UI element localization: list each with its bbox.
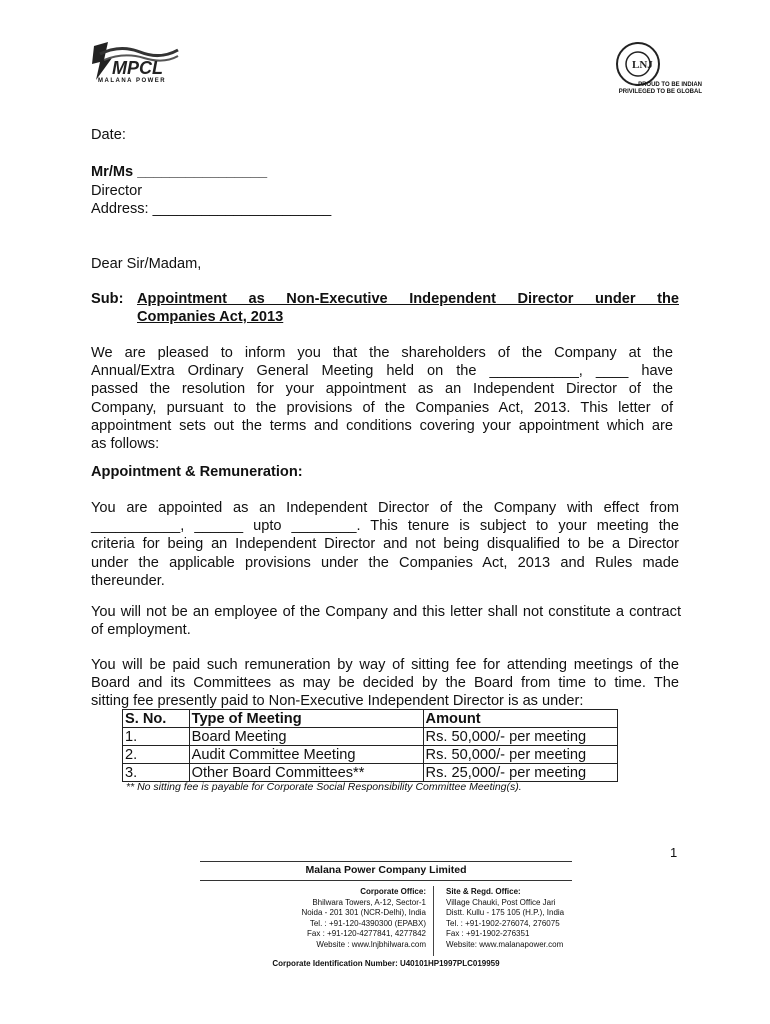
intro-line: passed the resolution for your appointment as an Independent Director of the — [91, 381, 673, 398]
corporate-office-heading: Corporate Office: — [360, 887, 426, 896]
seal-caption-line1: PROUD TO BE INDIAN — [638, 82, 702, 88]
salutation: Dear Sir/Madam, — [91, 256, 202, 272]
table-row — [123, 764, 618, 782]
address-line: Noida - 201 301 (NCR-Delhi), India — [301, 908, 426, 917]
paragraph-line: You will be paid such remuneration by way of sitting fee for attending meetings of the — [91, 657, 679, 673]
intro-line: Annual/Extra Ordinary General Meeting held on the ___________, ____ have — [91, 363, 673, 380]
sitting-fee-table — [122, 709, 618, 782]
date-label: Date: — [91, 127, 126, 143]
table-header-row — [123, 710, 618, 728]
recipient-designation: Director — [91, 183, 143, 199]
footer-company-name: Malana Power Company Limited — [305, 864, 467, 876]
address-line: Bhilwara Towers, A-12, Sector-1 — [312, 897, 426, 907]
subject-line-2: Companies Act, 2013 — [137, 309, 284, 325]
intro-line: as follows: — [91, 436, 160, 453]
intro-paragraph — [91, 344, 673, 453]
footer-divider — [200, 880, 572, 881]
paragraph-line: You are appointed as an Independent Director of the Company with effect from — [91, 500, 679, 516]
address-line: Distt. Kullu - 175 105 (H.P.), India — [446, 908, 565, 917]
table-row — [123, 728, 618, 746]
subject-label: Sub: — [91, 291, 124, 307]
address-line: Fax : +91-120-4277841, 4277842 — [307, 929, 426, 938]
paragraph-line: ___________, ______ upto ________. This tenure is subject to your meeting the — [91, 518, 679, 535]
logo-caption: MALANA POWER — [98, 78, 167, 84]
paragraph-line: criteria for being an Independent Director and not being disqualified to be a Director — [91, 536, 679, 553]
svg-text:LNJ: LNJ — [632, 59, 653, 71]
footer-column-divider — [433, 886, 434, 956]
corporate-office-block — [276, 887, 426, 950]
paragraph-line: under the applicable provisions under the Companies Act, 2013 and Rules made — [91, 554, 679, 571]
seal-caption — [592, 82, 702, 96]
table-cell: Board Meeting — [189, 728, 423, 746]
table-cell: 2. — [123, 746, 190, 764]
table-row — [123, 746, 618, 764]
paragraph-line: You will not be an employee of the Company and this letter shall not constitute a contract — [91, 604, 681, 620]
table-cell: Rs. 50,000/- per meeting — [423, 728, 617, 746]
appointment-paragraph — [91, 499, 679, 590]
site-office-block — [446, 887, 606, 950]
column-header: S. No. — [123, 710, 190, 728]
table-cell: Audit Committee Meeting — [189, 746, 423, 764]
site-office-heading: Site & Regd. Office: — [446, 887, 521, 896]
address-line: Tel. : +91-1902-276074, 276075 — [446, 918, 560, 928]
address-line: Village Chauki, Post Office Jari — [446, 897, 556, 907]
remuneration-paragraph — [91, 656, 679, 711]
column-header: Amount — [423, 710, 617, 728]
seal-caption-line2: PRIVILEGED TO BE GLOBAL — [618, 89, 702, 95]
paragraph-line: sitting fee presently paid to Non-Executive Independent Director is as under: — [91, 693, 584, 710]
address-line: Website: www.malanapower.com — [446, 939, 564, 949]
paragraph-line: Board and its Committees as may be decided by the Board from time to time. The — [91, 675, 679, 692]
page-number: 1 — [670, 845, 678, 860]
svg-text:MPCL: MPCL — [112, 58, 163, 78]
section-heading: Appointment & Remuneration: — [91, 464, 303, 480]
address-line: Tel. : +91-120-4390300 (EPABX) — [309, 918, 426, 928]
employment-paragraph — [91, 603, 681, 639]
column-header: Type of Meeting — [189, 710, 423, 728]
table-cell: 3. — [123, 764, 190, 782]
paragraph-line: of employment. — [91, 622, 191, 639]
recipient-name: Mr/Ms ________________ — [91, 164, 268, 180]
table-cell: Rs. 25,000/- per meeting — [423, 764, 617, 782]
table-cell: Other Board Committees** — [189, 764, 423, 782]
paragraph-line: thereunder. — [91, 572, 165, 589]
subject-line-1: Appointment as Non-Executive Independent Director under the — [137, 291, 679, 307]
recipient-address: Address: ______________________ — [91, 201, 332, 217]
table-cell: Rs. 50,000/- per meeting — [423, 746, 617, 764]
address-line: Fax : +91-1902-276351 — [446, 929, 530, 938]
intro-line: appointment sets out the terms and conditions covering your appointment which are — [91, 417, 673, 434]
footer-divider — [200, 861, 572, 862]
table-footnote: ** No sitting fee is payable for Corporate Social Responsibility Committee Meeting(s). — [126, 781, 522, 793]
corporate-identification-number: Corporate Identification Number: U40101HP1997PLC019959 — [272, 959, 500, 968]
group-seal — [610, 40, 666, 88]
intro-line: Company, pursuant to the provisions of the Companies Act, 2013. This letter of — [91, 399, 673, 416]
intro-line: We are pleased to inform you that the shareholders of the Company at the — [91, 345, 673, 361]
address-line: Website : www.lnjbhilwara.com — [316, 939, 426, 949]
table-cell: 1. — [123, 728, 190, 746]
